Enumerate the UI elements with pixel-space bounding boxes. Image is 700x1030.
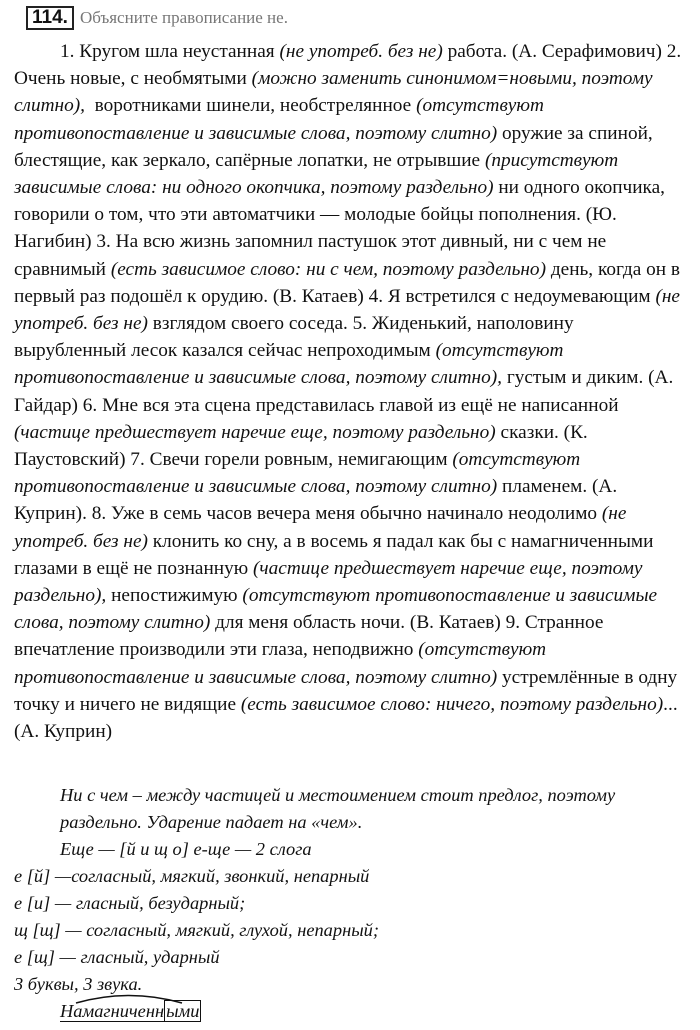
sentence-text: непостижимую (111, 585, 238, 607)
comment: (есть зависимое слово: ничего, поэтому раздельно) (240, 693, 664, 715)
note-line: Ни с чем – между частицей и местоимением стоит предлог, поэтому раздельно. Ударение падает на «чем». (60, 785, 616, 832)
sentence-text: день, когда он в первый раз подошёл к орудию. (В. Катаев) 4. Я встретился с недоумевающим (14, 258, 680, 307)
sentence-text: для меня область ночи. (В. Катаев) 9. Странное впечатление производили эти глаза, неподвижно (14, 612, 604, 661)
comment: (не употреб. без не) (14, 503, 627, 552)
comment: (отсутствуют противопоставление и зависимые слова, поэтому слитно), (14, 340, 564, 389)
comment: (отсутствуют противопоставление и зависимые слова, поэтому слитно) (14, 585, 658, 634)
note-line: Еще — [й и щ о] е-ще — 2 слога (60, 839, 312, 859)
word-root: Намагниченн (60, 1001, 165, 1021)
comment: (отсутствуют противопоставление и зависимые слова, поэтому слитно) (14, 449, 581, 498)
comment: (есть зависимое слово: ни с чем, поэтому раздельно) (110, 258, 546, 280)
sentence-text: устремлённые в одну точку и ничего не видящие (14, 666, 678, 715)
comment: (не употреб. без не) (279, 41, 443, 62)
exercise-number: 114. (26, 6, 74, 30)
note-line: е [й] —согласный, мягкий, звонкий, непарный (14, 866, 370, 886)
exercise-header (26, 6, 288, 30)
word-ending: ыми (166, 1001, 200, 1021)
sentence-text: сказки. (К. Паустовский) 7. Свечи горели ровным, немигающим (14, 421, 588, 471)
note-line: е [и] — гласный, безударный; (14, 893, 246, 913)
morpheme-analysis (60, 998, 201, 1025)
note-line: 3 буквы, 3 звука. (14, 974, 143, 994)
comment: (частице предшествует наречие еще, поэтому раздельно) (14, 421, 496, 443)
note-line: е [щ] — гласный, ударный (14, 947, 220, 967)
comment: (отсутствуют противопоставление и зависимые слова, поэтому слитно) (14, 95, 544, 144)
comment: (присутствуют зависимые слова: ни одного окопчика, поэтому раздельно) (14, 149, 619, 199)
sentence-text: оружие за спиной, блестящие, как зеркало, сапёрные лопатки, не отрывшие (14, 122, 653, 171)
sentence-text: ни одного окопчика, говорили о том, что эти автоматчики — молодые бойцы пополнения. (Ю. Нагибин) 3. На всю жизнь запомнил пастушок этот дивный, ни с чем не сравнимый (14, 177, 666, 280)
comment: (можно заменить синонимом=новыми, поэтому слитно), (14, 68, 653, 117)
sentence-text: взглядом своего соседа. 5. Жиденький, наполовину вырубленный лесок казался сейчас непроходимым (14, 313, 574, 362)
sentence-text: пламенем. (А. Куприн). 8. Уже в семь часов вечера меня обычно начинало неодолимо (14, 476, 618, 525)
sentence-text: работа. (А. Серафимович) 2. Очень новые, с необмятыми (14, 41, 682, 90)
answer-paragraph (14, 38, 688, 745)
note-line: щ [щ] — согласный, мягкий, глухой, непарный; (14, 920, 379, 940)
exercise-text (14, 38, 688, 745)
sentence-text: клонить ко сну, а в восемь я падал как бы с намагниченными глазами в ещё не познанную (14, 530, 654, 579)
sentence-text: воротниками шинели, необстрелянное (94, 95, 412, 117)
comment: (не употреб. без не) (14, 285, 680, 335)
comment: (частице предшествует наречие еще, поэтому раздельно), (14, 557, 643, 607)
exercise-title: Объясните правописание не. (79, 8, 288, 27)
comment: (отсутствуют противопоставление и зависимые слова, поэтому слитно) (14, 639, 547, 688)
sentence-text: 1. Кругом шла неустанная (60, 41, 275, 62)
sentence-text: густым и диким. (А. Гайдар) 6. Мне вся эта сцена представилась главой из ещё не написанной (14, 367, 674, 416)
phonetic-notes (14, 782, 688, 1025)
sentence-text: ... (А. Куприн) (14, 693, 678, 743)
